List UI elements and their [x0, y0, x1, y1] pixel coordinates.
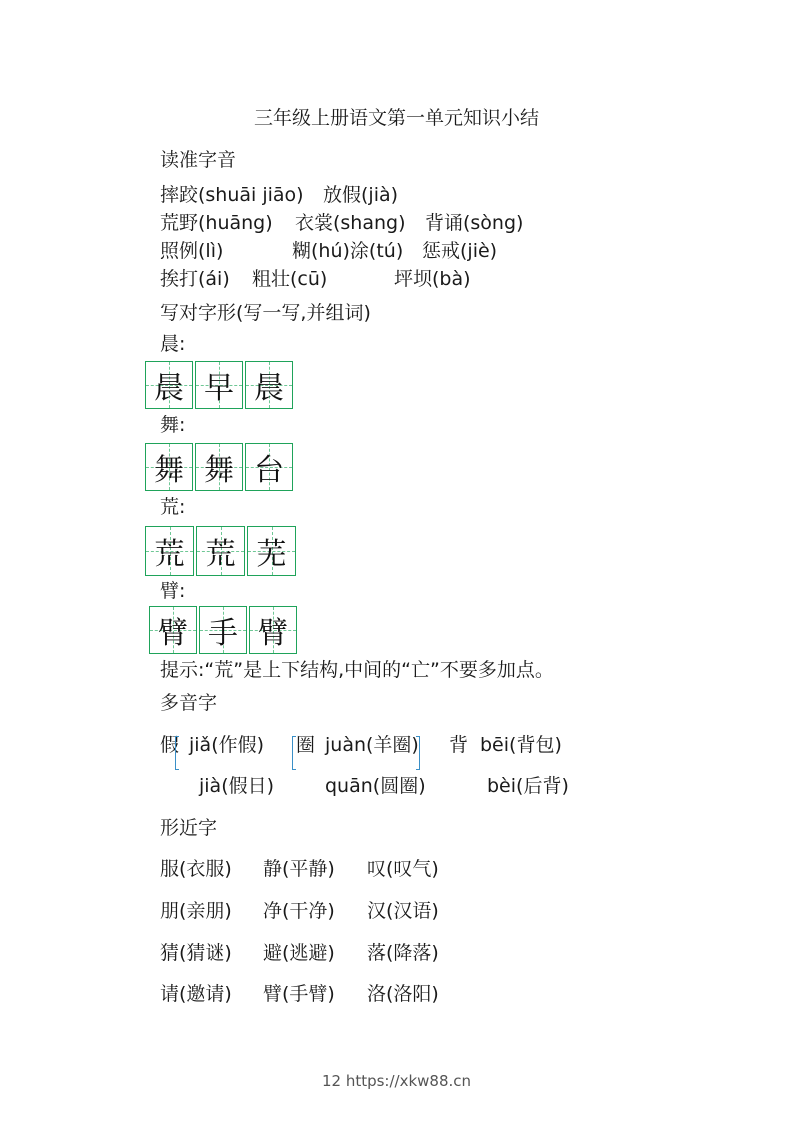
pronunciation-heading: 读准字音 — [160, 149, 237, 171]
polyphone-char: 假 — [160, 734, 180, 756]
tianzige-cell: 芜 — [247, 526, 296, 576]
page-footer: 12 https://xkw88.cn — [321, 1072, 472, 1090]
tianzige-cell: 臂 — [149, 606, 197, 654]
tianzige-row — [145, 361, 295, 409]
polyphone-reading: jià(假日) — [199, 775, 275, 797]
tianzige-row — [145, 526, 298, 576]
similar-item: 静(平静) — [263, 858, 335, 880]
tianzige-cell: 台 — [245, 443, 293, 491]
char-label: 晨: — [160, 333, 186, 355]
similar-heading: 形近字 — [160, 817, 218, 839]
polyphone-reading: quān(圆圈) — [325, 775, 426, 797]
tianzige-cell: 手 — [199, 606, 247, 654]
pron-item: 荒野(huāng) — [160, 212, 273, 234]
similar-item: 叹(叹气) — [367, 858, 439, 880]
similar-item: 避(逃避) — [263, 942, 335, 964]
pron-item: 挨打(ái) — [160, 268, 230, 290]
similar-item: 洛(洛阳) — [367, 983, 439, 1005]
similar-item: 净(干净) — [263, 900, 335, 922]
pron-item: 摔跤(shuāi jiāo) — [160, 184, 304, 206]
tianzige-cell: 荒 — [145, 526, 194, 576]
pron-item: 衣裳(shang) — [295, 212, 406, 234]
similar-item: 猜(猜谜) — [160, 942, 232, 964]
polyphone-char: 圈 — [296, 734, 316, 756]
polyphone-char: 背 — [449, 734, 469, 756]
pron-item: 糊(hú)涂(tú) — [292, 240, 404, 262]
similar-item: 落(降落) — [367, 942, 439, 964]
tianzige-cell: 舞 — [145, 443, 193, 491]
brace-icon — [292, 736, 293, 770]
polyphone-heading: 多音字 — [160, 692, 218, 714]
pron-item: 粗壮(cū) — [252, 268, 328, 290]
similar-item: 请(邀请) — [160, 983, 232, 1005]
similar-item: 臂(手臂) — [263, 983, 335, 1005]
writing-heading: 写对字形(写一写,并组词) — [160, 302, 371, 324]
similar-item: 朋(亲朋) — [160, 900, 232, 922]
polyphone-reading: bèi(后背) — [487, 775, 569, 797]
tianzige-cell: 臂 — [249, 606, 297, 654]
tianzige-cell: 舞 — [195, 443, 243, 491]
tianzige-cell: 荒 — [196, 526, 245, 576]
polyphone-reading: bēi(背包) — [480, 734, 562, 756]
pron-item: 坪坝(bà) — [394, 268, 471, 290]
brace-icon — [419, 736, 420, 770]
polyphone-reading: juàn(羊圈) — [325, 734, 419, 756]
similar-item: 汉(汉语) — [367, 900, 439, 922]
polyphone-reading: jiǎ(作假) — [189, 734, 265, 756]
tianzige-cell: 晨 — [245, 361, 293, 409]
hint-text: 提示:“荒”是上下结构,中间的“亡”不要多加点。 — [160, 659, 554, 681]
pron-item: 照例(lì) — [160, 240, 224, 262]
brace-icon — [175, 736, 176, 770]
similar-item: 服(衣服) — [160, 858, 232, 880]
pron-item: 放假(jià) — [323, 184, 399, 206]
tianzige-row — [145, 443, 295, 491]
tianzige-cell: 晨 — [145, 361, 193, 409]
char-label: 臂: — [160, 580, 186, 602]
tianzige-cell: 早 — [195, 361, 243, 409]
char-label: 荒: — [160, 496, 186, 518]
char-label: 舞: — [160, 414, 186, 436]
pron-item: 背诵(sòng) — [425, 212, 524, 234]
page-title: 三年级上册语文第一单元知识小结 — [253, 107, 539, 129]
tianzige-row — [149, 606, 299, 654]
pron-item: 惩戒(jiè) — [422, 240, 498, 262]
